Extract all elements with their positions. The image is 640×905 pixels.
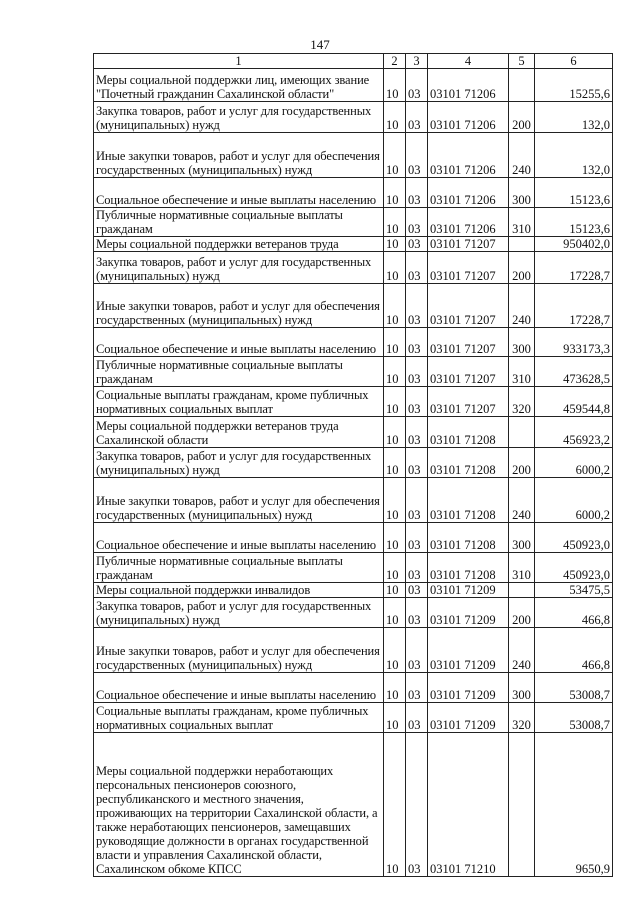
- table-header-row: [94, 54, 613, 69]
- row-target-code: 03101 71207: [428, 284, 509, 328]
- table-row: [94, 69, 613, 102]
- row-target-code: 03101 71206: [428, 178, 509, 208]
- header-col-1: 1: [94, 54, 384, 69]
- row-amount: 132,0: [535, 102, 613, 133]
- row-section: 10: [384, 208, 406, 237]
- row-section: 10: [384, 69, 406, 102]
- row-amount: 15123,6: [535, 208, 613, 237]
- table-row: [94, 252, 613, 284]
- row-target-code: 03101 71207: [428, 237, 509, 252]
- row-section: 10: [384, 357, 406, 387]
- row-subsection: 03: [406, 703, 428, 733]
- table-row: [94, 387, 613, 417]
- row-amount: 15255,6: [535, 69, 613, 102]
- row-subsection: 03: [406, 387, 428, 417]
- row-section: 10: [384, 733, 406, 877]
- row-section: 10: [384, 583, 406, 598]
- row-amount: 456923,2: [535, 417, 613, 448]
- row-expense-type: 320: [509, 387, 535, 417]
- row-name: Социальные выплаты гражданам, кроме публичных нормативных социальных выплат: [94, 387, 384, 417]
- row-subsection: 03: [406, 237, 428, 252]
- header-col-5: 5: [509, 54, 535, 69]
- row-amount: 132,0: [535, 133, 613, 178]
- row-name: Меры социальной поддержки ветеранов труда: [94, 237, 384, 252]
- table-row: [94, 598, 613, 628]
- row-expense-type: 310: [509, 553, 535, 583]
- row-amount: 17228,7: [535, 252, 613, 284]
- row-name: Закупка товаров, работ и услуг для государственных (муниципальных) нужд: [94, 598, 384, 628]
- row-expense-type: [509, 69, 535, 102]
- row-section: 10: [384, 598, 406, 628]
- table-row: [94, 523, 613, 553]
- row-amount: 459544,8: [535, 387, 613, 417]
- row-name: Меры социальной поддержки ветеранов труда Сахалинской области: [94, 417, 384, 448]
- row-subsection: 03: [406, 478, 428, 523]
- row-amount: 53008,7: [535, 703, 613, 733]
- row-target-code: 03101 71206: [428, 69, 509, 102]
- row-name: Меры социальной поддержки лиц, имеющих звание "Почетный гражданин Сахалинской области": [94, 69, 384, 102]
- table-row: [94, 583, 613, 598]
- table-row: [94, 553, 613, 583]
- row-subsection: 03: [406, 284, 428, 328]
- row-subsection: 03: [406, 628, 428, 673]
- row-subsection: 03: [406, 252, 428, 284]
- row-section: 10: [384, 387, 406, 417]
- table-row: [94, 733, 613, 877]
- row-expense-type: [509, 583, 535, 598]
- table-row: [94, 102, 613, 133]
- header-col-6: 6: [535, 54, 613, 69]
- row-target-code: 03101 71208: [428, 417, 509, 448]
- row-target-code: 03101 71206: [428, 208, 509, 237]
- table-row: [94, 178, 613, 208]
- row-name: Иные закупки товаров, работ и услуг для обеспечения государственных (муниципальных) нужд: [94, 628, 384, 673]
- row-target-code: 03101 71209: [428, 673, 509, 703]
- row-amount: 466,8: [535, 598, 613, 628]
- row-target-code: 03101 71209: [428, 598, 509, 628]
- row-section: 10: [384, 553, 406, 583]
- row-section: 10: [384, 237, 406, 252]
- row-subsection: 03: [406, 523, 428, 553]
- row-expense-type: 240: [509, 478, 535, 523]
- row-expense-type: [509, 237, 535, 252]
- row-section: 10: [384, 102, 406, 133]
- row-section: 10: [384, 178, 406, 208]
- row-name: Меры социальной поддержки инвалидов: [94, 583, 384, 598]
- row-subsection: 03: [406, 69, 428, 102]
- row-target-code: 03101 71209: [428, 703, 509, 733]
- row-expense-type: 300: [509, 673, 535, 703]
- row-name: Иные закупки товаров, работ и услуг для обеспечения государственных (муниципальных) нужд: [94, 284, 384, 328]
- row-target-code: 03101 71207: [428, 252, 509, 284]
- row-amount: 473628,5: [535, 357, 613, 387]
- row-target-code: 03101 71209: [428, 583, 509, 598]
- row-section: 10: [384, 703, 406, 733]
- row-subsection: 03: [406, 583, 428, 598]
- table-row: [94, 417, 613, 448]
- row-expense-type: 300: [509, 523, 535, 553]
- row-amount: 53475,5: [535, 583, 613, 598]
- row-expense-type: 240: [509, 133, 535, 178]
- row-section: 10: [384, 448, 406, 478]
- row-expense-type: 320: [509, 703, 535, 733]
- row-target-code: 03101 71208: [428, 553, 509, 583]
- table-row: [94, 237, 613, 252]
- row-name: Публичные нормативные социальные выплаты гражданам: [94, 553, 384, 583]
- row-section: 10: [384, 133, 406, 178]
- row-section: 10: [384, 673, 406, 703]
- row-subsection: 03: [406, 133, 428, 178]
- row-subsection: 03: [406, 448, 428, 478]
- row-amount: 933173,3: [535, 328, 613, 357]
- row-target-code: 03101 71207: [428, 387, 509, 417]
- table-row: [94, 357, 613, 387]
- table-row: [94, 703, 613, 733]
- row-expense-type: [509, 733, 535, 877]
- row-subsection: 03: [406, 208, 428, 237]
- row-target-code: 03101 71208: [428, 448, 509, 478]
- row-subsection: 03: [406, 102, 428, 133]
- row-amount: 9650,9: [535, 733, 613, 877]
- row-subsection: 03: [406, 178, 428, 208]
- row-amount: 466,8: [535, 628, 613, 673]
- row-target-code: 03101 71209: [428, 628, 509, 673]
- row-name: Социальное обеспечение и иные выплаты населению: [94, 523, 384, 553]
- row-amount: 450923,0: [535, 553, 613, 583]
- row-expense-type: 200: [509, 102, 535, 133]
- table-row: [94, 448, 613, 478]
- row-target-code: 03101 71206: [428, 102, 509, 133]
- row-expense-type: 200: [509, 598, 535, 628]
- row-target-code: 03101 71208: [428, 523, 509, 553]
- row-name: Социальное обеспечение и иные выплаты населению: [94, 673, 384, 703]
- row-name: Публичные нормативные социальные выплаты гражданам: [94, 357, 384, 387]
- row-name: Иные закупки товаров, работ и услуг для обеспечения государственных (муниципальных) нужд: [94, 478, 384, 523]
- row-amount: 6000,2: [535, 448, 613, 478]
- row-target-code: 03101 71206: [428, 133, 509, 178]
- row-amount: 17228,7: [535, 284, 613, 328]
- row-amount: 53008,7: [535, 673, 613, 703]
- row-subsection: 03: [406, 673, 428, 703]
- row-target-code: 03101 71207: [428, 357, 509, 387]
- table-row: [94, 478, 613, 523]
- row-target-code: 03101 71210: [428, 733, 509, 877]
- header-col-4: 4: [428, 54, 509, 69]
- row-expense-type: 300: [509, 328, 535, 357]
- row-expense-type: 200: [509, 252, 535, 284]
- row-amount: 450923,0: [535, 523, 613, 553]
- row-section: 10: [384, 417, 406, 448]
- row-expense-type: 310: [509, 208, 535, 237]
- row-expense-type: 200: [509, 448, 535, 478]
- table-row: [94, 284, 613, 328]
- budget-table: [93, 53, 613, 877]
- row-target-code: 03101 71208: [428, 478, 509, 523]
- header-col-2: 2: [384, 54, 406, 69]
- table-row: [94, 628, 613, 673]
- header-col-3: 3: [406, 54, 428, 69]
- row-name: Закупка товаров, работ и услуг для государственных (муниципальных) нужд: [94, 448, 384, 478]
- row-section: 10: [384, 284, 406, 328]
- row-subsection: 03: [406, 417, 428, 448]
- row-name: Иные закупки товаров, работ и услуг для обеспечения государственных (муниципальных) нужд: [94, 133, 384, 178]
- row-subsection: 03: [406, 357, 428, 387]
- row-subsection: 03: [406, 598, 428, 628]
- table-row: [94, 673, 613, 703]
- row-section: 10: [384, 252, 406, 284]
- row-section: 10: [384, 478, 406, 523]
- row-name: Социальные выплаты гражданам, кроме публичных нормативных социальных выплат: [94, 703, 384, 733]
- row-amount: 950402,0: [535, 237, 613, 252]
- row-amount: 15123,6: [535, 178, 613, 208]
- row-name: Публичные нормативные социальные выплаты гражданам: [94, 208, 384, 237]
- row-expense-type: 240: [509, 284, 535, 328]
- row-subsection: 03: [406, 328, 428, 357]
- row-expense-type: 310: [509, 357, 535, 387]
- row-name: Закупка товаров, работ и услуг для государственных (муниципальных) нужд: [94, 252, 384, 284]
- row-expense-type: [509, 417, 535, 448]
- row-subsection: 03: [406, 733, 428, 877]
- row-name: Закупка товаров, работ и услуг для государственных (муниципальных) нужд: [94, 102, 384, 133]
- row-name: Социальное обеспечение и иные выплаты населению: [94, 178, 384, 208]
- table-row: [94, 133, 613, 178]
- row-expense-type: 240: [509, 628, 535, 673]
- row-name: Социальное обеспечение и иные выплаты населению: [94, 328, 384, 357]
- row-name: Меры социальной поддержки неработающих персональных пенсионеров союзного, республиканского и местного значения, проживающих на территории Сахалинской области, а также неработающих пенсионеров, замещавших руководящие должности в органах государственной власти и управления Сахалинской области, Сахалинском обкоме КПСС: [94, 733, 384, 877]
- table-row: [94, 328, 613, 357]
- table-row: [94, 208, 613, 237]
- row-section: 10: [384, 523, 406, 553]
- row-subsection: 03: [406, 553, 428, 583]
- row-amount: 6000,2: [535, 478, 613, 523]
- row-section: 10: [384, 628, 406, 673]
- row-target-code: 03101 71207: [428, 328, 509, 357]
- row-expense-type: 300: [509, 178, 535, 208]
- row-section: 10: [384, 328, 406, 357]
- page-number: 147: [310, 37, 330, 52]
